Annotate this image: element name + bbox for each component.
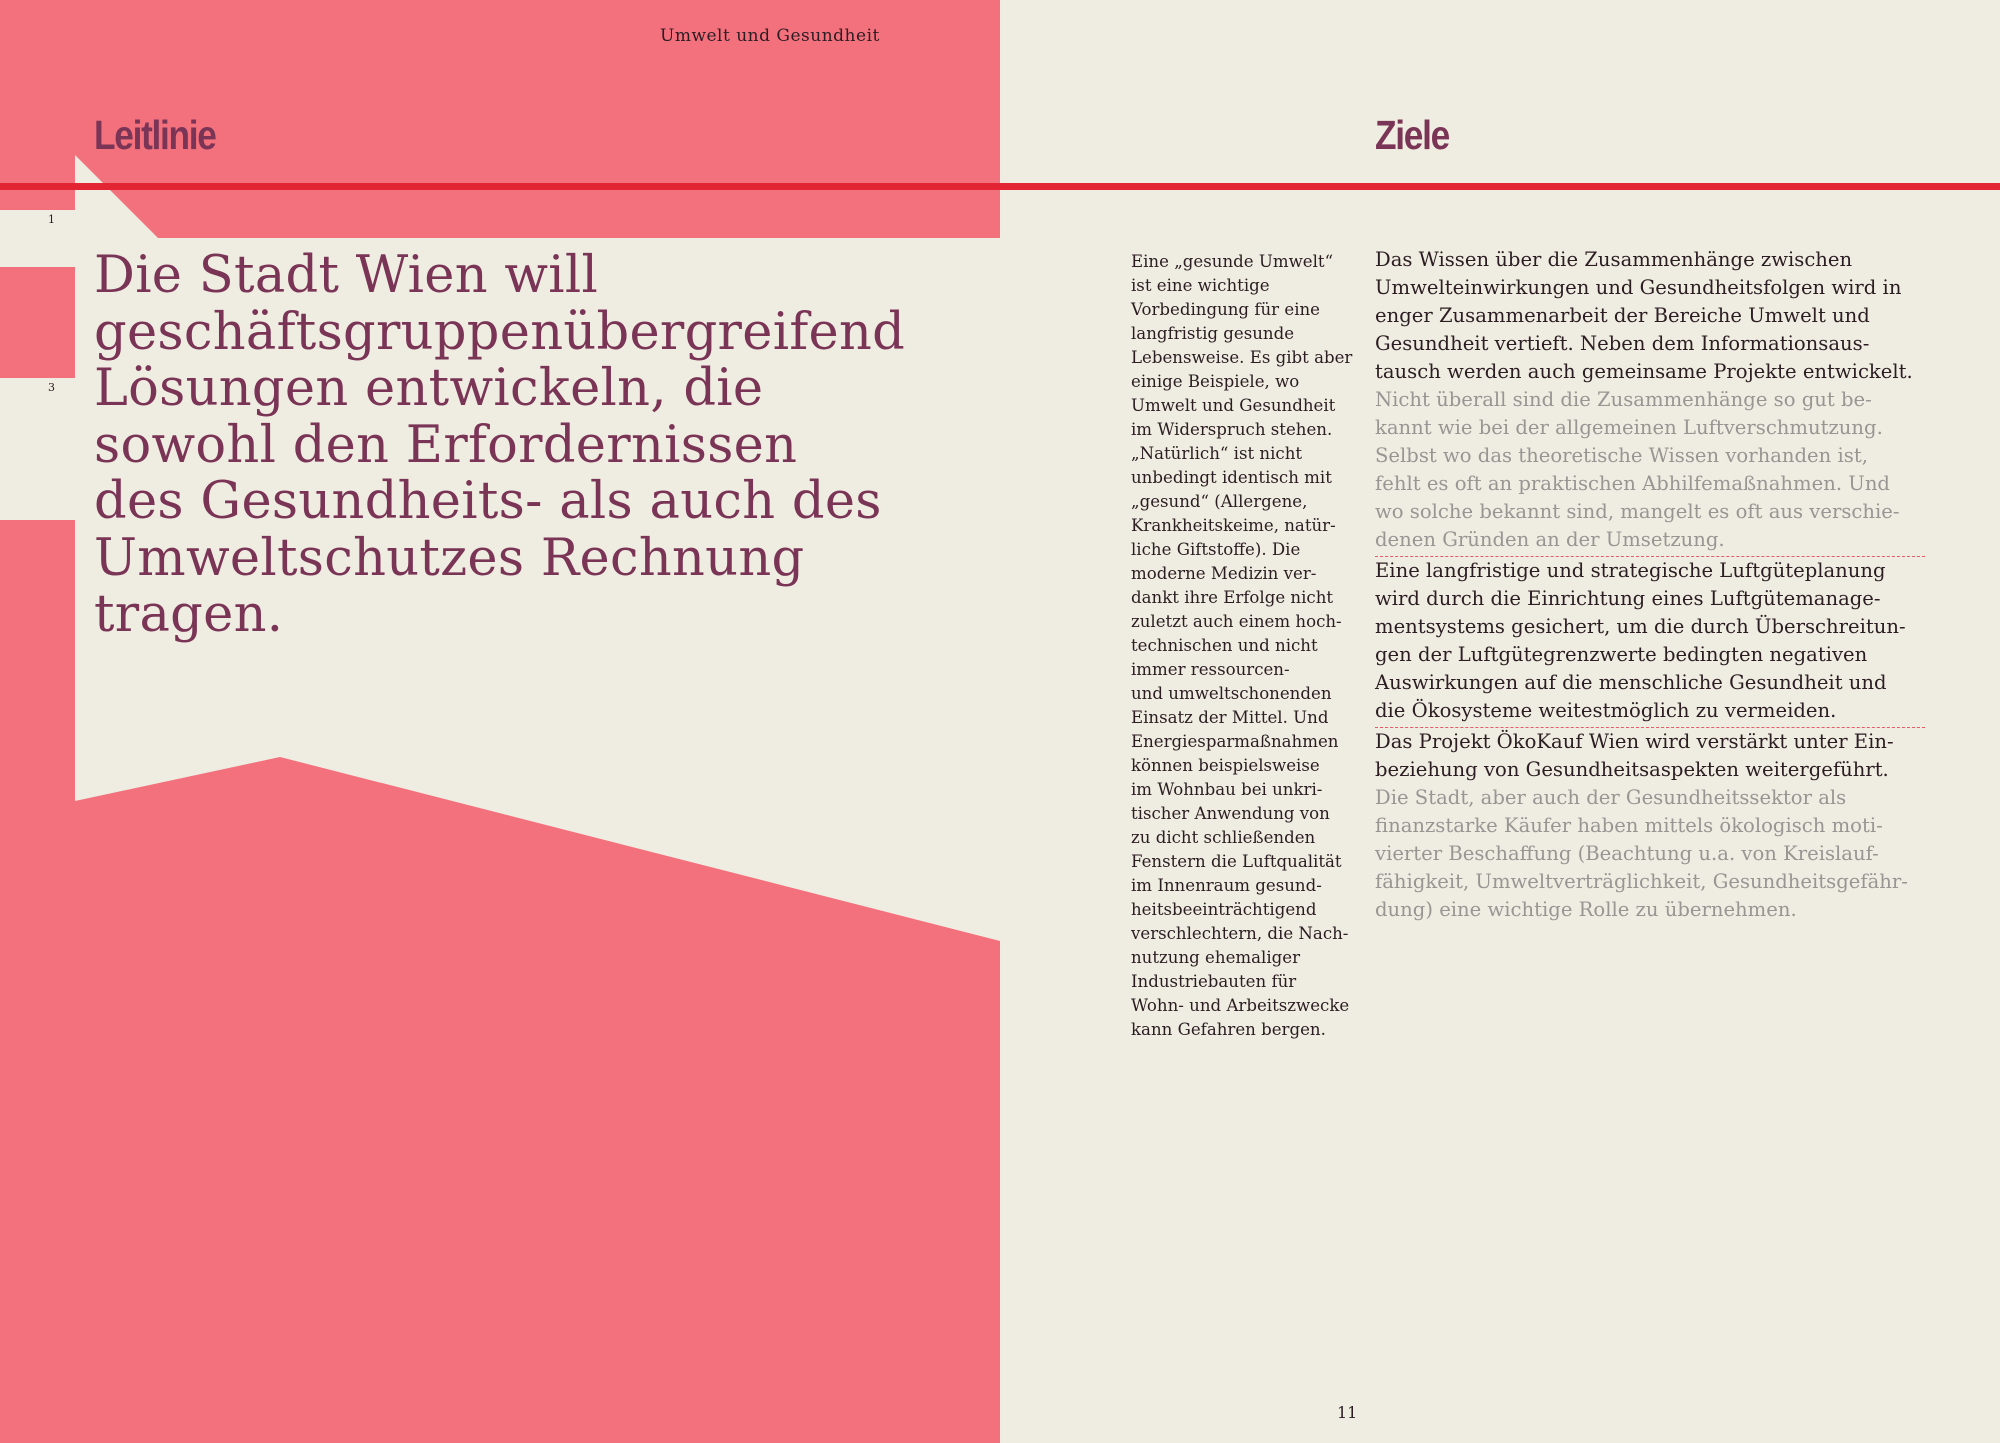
- margin-tab-3: [0, 378, 75, 520]
- heading-leitlinie: Leitlinie: [94, 112, 216, 158]
- heading-ziele: Ziele: [1375, 112, 1449, 158]
- running-head: Umwelt und Gesundheit: [660, 26, 880, 46]
- sidebar-line: einige Beispiele, wo: [1131, 372, 1300, 391]
- sidebar-line: immer ressourcen-: [1131, 660, 1290, 679]
- sidebar-line: im Innenraum gesund-: [1131, 876, 1322, 895]
- goal-line-secondary: kannt wie bei der allgemeinen Luftverschmutzung.: [1375, 416, 1883, 439]
- quote-line: des Gesundheits- als auch des: [94, 472, 882, 531]
- sidebar-line: Umwelt und Gesundheit: [1131, 396, 1336, 415]
- quote-line: tragen.: [94, 585, 284, 644]
- goal-line: tausch werden auch gemeinsame Projekte entwickelt.: [1375, 360, 1913, 383]
- goal-line-secondary: dung) eine wichtige Rolle zu übernehmen.: [1375, 898, 1797, 921]
- sidebar-line: liche Giftstoffe). Die: [1131, 540, 1301, 559]
- quote-line: sowohl den Erfordernissen: [94, 415, 798, 475]
- goal-line-secondary: Nicht überall sind die Zusammenhänge so gut be-: [1375, 388, 1872, 411]
- goal-line: Das Projekt ÖkoKauf Wien wird verstärkt unter Ein-: [1375, 730, 1894, 753]
- sidebar-line: Eine „gesunde Umwelt“: [1131, 252, 1334, 271]
- sidebar-line: Lebensweise. Es gibt aber: [1131, 348, 1353, 367]
- page-number: 11: [1337, 1403, 1358, 1422]
- goal-paragraph: [1375, 728, 1925, 926]
- goal-line: gen der Luftgütegrenzwerte bedingten negativen: [1375, 643, 1868, 666]
- goal-line: Gesundheit vertieft. Neben dem Informationsaus-: [1375, 332, 1870, 355]
- goal-line: die Ökosysteme weitestmöglich zu vermeiden.: [1375, 699, 1837, 722]
- goal-line: wird durch die Einrichtung eines Luftgütemanage-: [1375, 587, 1881, 610]
- goal-line: beziehung von Gesundheitsaspekten weitergeführt.: [1375, 758, 1889, 781]
- sidebar-line: können beispielsweise: [1131, 756, 1320, 775]
- sidebar-line: Krankheitskeime, natür-: [1131, 516, 1336, 535]
- quote-line: Die Stadt Wien will: [94, 246, 599, 305]
- goal-line-secondary: denen Gründen an der Umsetzung.: [1375, 528, 1725, 551]
- sidebar-line: Industriebauten für: [1131, 972, 1297, 991]
- sidebar-line: heitsbeeinträchtigend: [1131, 900, 1317, 919]
- sidebar-line: kann Gefahren bergen.: [1131, 1020, 1326, 1039]
- sidebar-line: zuletzt auch einem hoch-: [1131, 612, 1342, 631]
- sidebar-line: tischer Anwendung von: [1131, 804, 1330, 823]
- goal-line: Umwelteinwirkungen und Gesundheitsfolgen wird in: [1375, 276, 1902, 299]
- sidebar-line: im Widerspruch stehen.: [1131, 420, 1333, 439]
- goal-line-secondary: Die Stadt, aber auch der Gesundheitssektor als: [1375, 786, 1847, 809]
- goal-line: enger Zusammenarbeit der Bereiche Umwelt und: [1375, 304, 1870, 327]
- goals-text: [1375, 246, 1925, 926]
- sidebar-line: nutzung ehemaliger: [1131, 948, 1301, 967]
- sidebar-line: Fenstern die Luftqualität: [1131, 852, 1342, 871]
- goal-line-secondary: vierter Beschaffung (Beachtung u.a. von Kreislauf-: [1375, 842, 1879, 865]
- sidebar-line: zu dicht schließenden: [1131, 828, 1316, 847]
- sidebar-text: [1131, 250, 1361, 1042]
- goal-line: Auswirkungen auf die menschliche Gesundheit und: [1375, 671, 1887, 694]
- goal-line-secondary: finanzstarke Käufer haben mittels ökologisch moti-: [1375, 814, 1883, 837]
- sidebar-line: verschlechtern, die Nach-: [1131, 924, 1349, 943]
- margin-tab-1: [0, 210, 75, 267]
- goal-line: Das Wissen über die Zusammenhänge zwischen: [1375, 248, 1853, 271]
- red-rule: [0, 183, 2000, 190]
- goal-line-secondary: Selbst wo das theoretische Wissen vorhanden ist,: [1375, 444, 1868, 467]
- quote-line: geschäftsgruppenübergreifend: [94, 302, 906, 362]
- sidebar-line: langfristig gesunde: [1131, 324, 1295, 343]
- goal-paragraph: [1375, 557, 1925, 728]
- goal-line-secondary: fähigkeit, Umweltverträglichkeit, Gesundheitsgefähr-: [1375, 870, 1908, 893]
- sidebar-line: im Wohnbau bei unkri-: [1131, 780, 1323, 799]
- quote-line: Lösungen entwickeln, die: [94, 359, 764, 418]
- sidebar-line: ist eine wichtige: [1131, 276, 1270, 295]
- sidebar-line: und umweltschonenden: [1131, 684, 1332, 703]
- tab-number-1: 1: [48, 213, 55, 226]
- goal-line-secondary: wo solche bekannt sind, mangelt es oft aus verschie-: [1375, 500, 1900, 523]
- sidebar-line: Wohn- und Arbeitszwecke: [1131, 996, 1350, 1015]
- tab-number-3: 3: [48, 381, 55, 394]
- sidebar-line: dankt ihre Erfolge nicht: [1131, 588, 1334, 607]
- sidebar-line: Energiesparmaßnahmen: [1131, 732, 1339, 751]
- sidebar-line: technischen und nicht: [1131, 636, 1318, 655]
- sidebar-line: „Natürlich“ ist nicht: [1131, 444, 1303, 463]
- goal-line: mentsystems gesichert, um die durch Überschreitun-: [1375, 615, 1906, 638]
- sidebar-line: Einsatz der Mittel. Und: [1131, 708, 1329, 727]
- sidebar-line: „gesund“ (Allergene,: [1131, 492, 1308, 511]
- goal-line-secondary: fehlt es oft an praktischen Abhilfemaßnahmen. Und: [1375, 472, 1890, 495]
- goal-line: Eine langfristige und strategische Luftgüteplanung: [1375, 559, 1886, 582]
- quote-line: Umweltschutzes Rechnung: [94, 528, 805, 588]
- goal-paragraph: [1375, 246, 1925, 557]
- sidebar-line: Vorbedingung für eine: [1131, 300, 1321, 319]
- sidebar-line: moderne Medizin ver-: [1131, 564, 1317, 583]
- sidebar-line: unbedingt identisch mit: [1131, 468, 1332, 487]
- pull-quote: [94, 248, 974, 644]
